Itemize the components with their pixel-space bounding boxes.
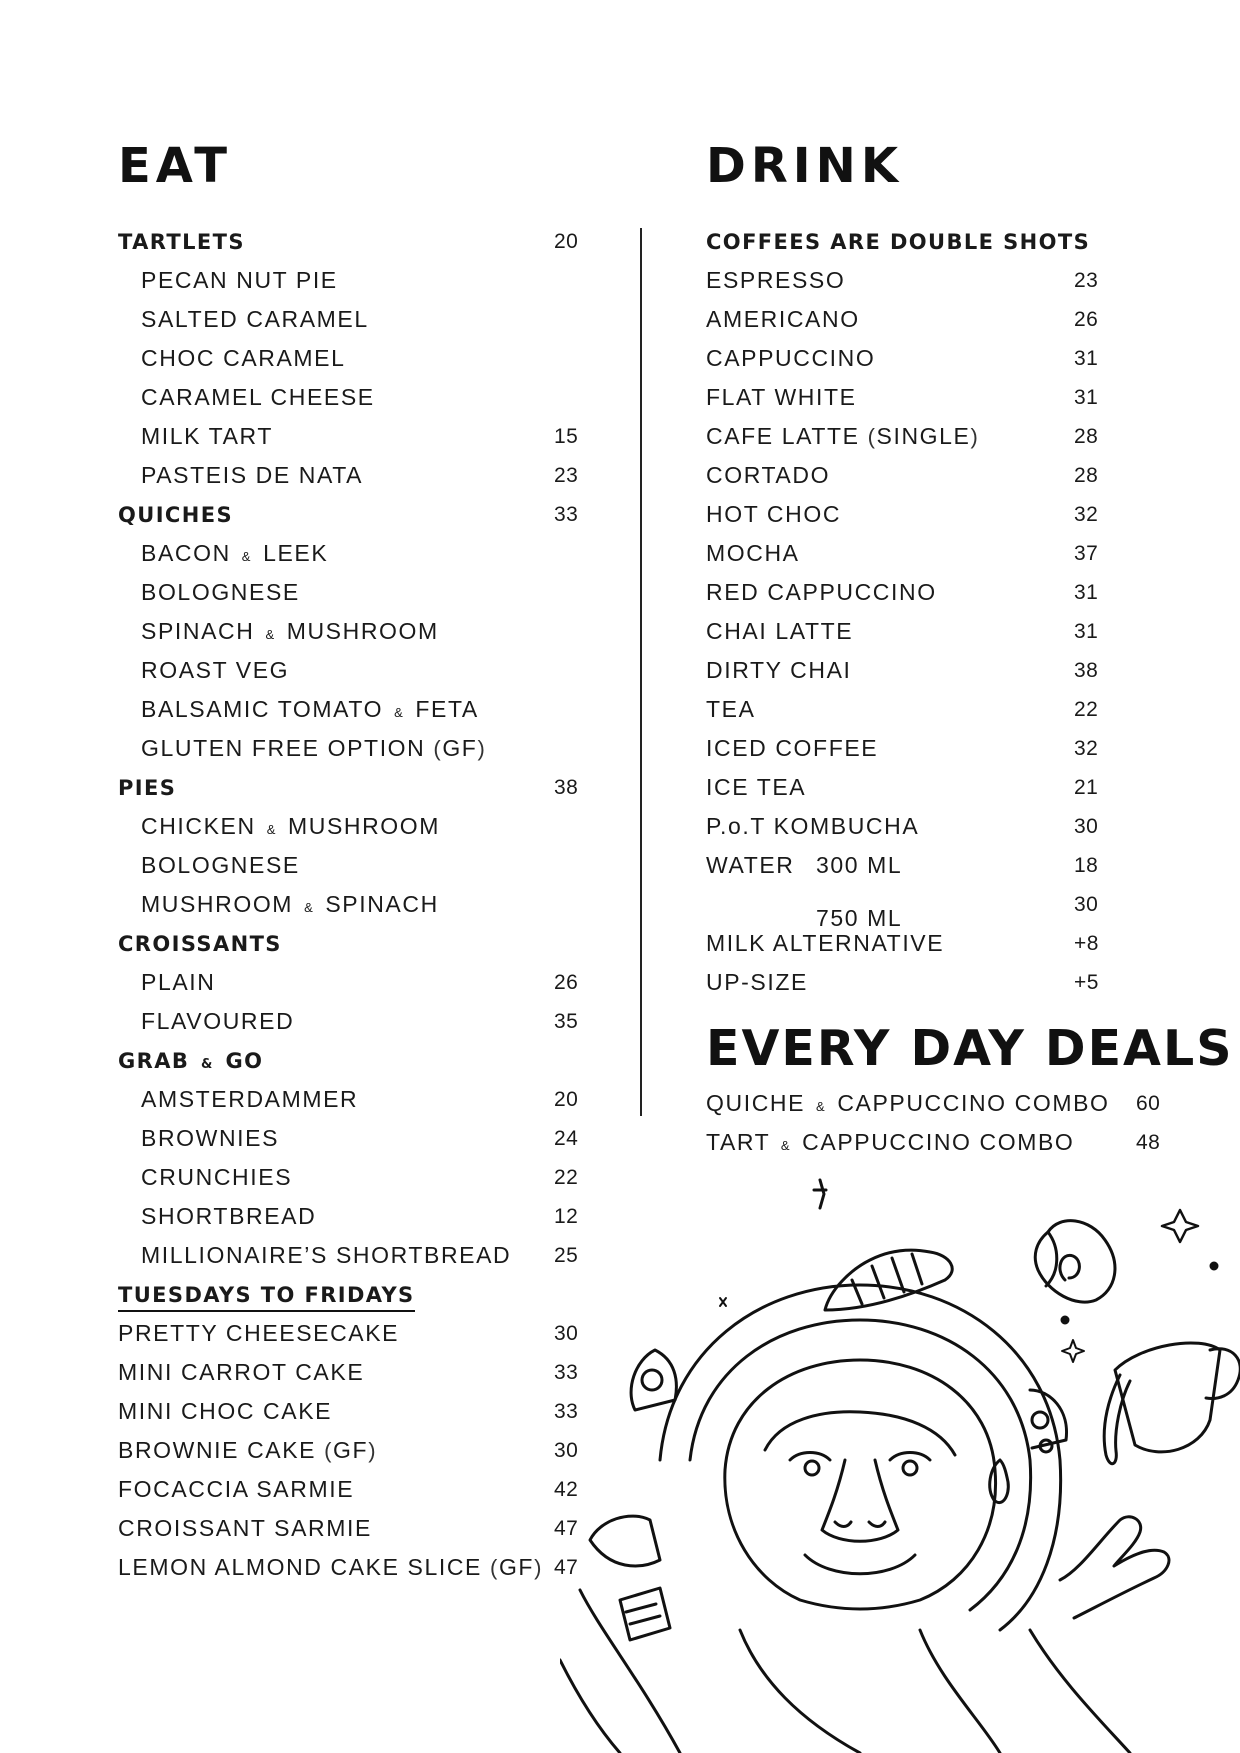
item-name-text: CRUNCHIES: [141, 1164, 293, 1190]
drink-title: DRINK: [706, 138, 904, 194]
menu-row-bolognese: [118, 573, 588, 612]
menu-row-caramel-cheese: [118, 378, 588, 417]
item-name-text: DIRTY CHAI: [706, 657, 852, 683]
item-name-text: BOLOGNESE: [141, 852, 300, 878]
item-name: [118, 776, 554, 800]
item-name: [118, 579, 554, 606]
item-name-text: LEMON ALMOND CAKE SLICE (GF): [118, 1554, 544, 1580]
item-name: [706, 501, 1074, 528]
item-name: [706, 774, 1074, 801]
item-price: 37: [1074, 541, 1099, 565]
item-name-text: QUICHE & CAPPUCCINO COMBO: [706, 1090, 1110, 1116]
item-name-text: ROAST VEG: [141, 657, 290, 683]
item-name: [118, 1515, 554, 1542]
item-price: +5: [1074, 970, 1099, 994]
menu-row-mini-choc-cake: [118, 1392, 588, 1431]
item-name: [706, 540, 1074, 567]
item-name: [118, 618, 554, 645]
item-name: [706, 306, 1074, 333]
menu-row-pies: [118, 768, 588, 807]
menu-row-bolognese: [118, 846, 588, 885]
menu-row-dirty-chai: [706, 651, 1112, 690]
sparkle-icon: [720, 1180, 1217, 1362]
item-name-text: AMSTERDAMMER: [141, 1086, 359, 1112]
menu-row-chicken-mushroom: [118, 807, 588, 846]
item-price: 42: [554, 1477, 579, 1501]
menu-row-iced-coffee: [706, 729, 1112, 768]
item-name-text: FLAT WHITE: [706, 384, 857, 410]
item-price: 15: [554, 424, 579, 448]
menu-row-choc-caramel: [118, 339, 588, 378]
item-price: 23: [554, 463, 579, 487]
menu-row-gluten-free-option-gf: [118, 729, 588, 768]
column-divider: [640, 228, 642, 1116]
item-name-text: PECAN NUT PIE: [141, 267, 338, 293]
item-name-text: MUSHROOM & SPINACH: [141, 891, 439, 917]
item-name: [118, 1008, 554, 1035]
item-price: 60: [1136, 1091, 1161, 1115]
menu-row-flavoured: [118, 1002, 588, 1041]
drink-menu-list: [706, 222, 1112, 1002]
item-name: [706, 230, 1090, 254]
menu-row-coffees-are-double-shots: [706, 222, 1112, 261]
item-name: [118, 891, 554, 918]
item-price: 31: [1074, 385, 1099, 409]
item-name-text: SHORTBREAD: [141, 1203, 317, 1229]
item-name: [118, 267, 554, 294]
item-name-text: MILK TART: [141, 423, 273, 449]
menu-row-milk-alternative: [706, 924, 1112, 963]
menu-row-pecan-nut-pie: [118, 261, 588, 300]
menu-row-cappuccino: [706, 339, 1112, 378]
item-name: [706, 696, 1074, 723]
item-name: [706, 462, 1074, 489]
item-price: 33: [554, 1360, 579, 1384]
item-name: [706, 1090, 1136, 1117]
item-price: 22: [1074, 697, 1099, 721]
item-price: 26: [1074, 307, 1099, 331]
item-name-text: UP-SIZE: [706, 969, 808, 995]
menu-row-tartlets: [118, 222, 588, 261]
item-price: 28: [1074, 424, 1099, 448]
item-name: [706, 930, 1074, 957]
item-name-text: GLUTEN FREE OPTION (GF): [141, 735, 487, 761]
menu-row-plain: [118, 963, 588, 1002]
item-name: [118, 657, 554, 684]
item-name-text: BROWNIES: [141, 1125, 280, 1151]
item-price: 21: [1074, 775, 1099, 799]
item-name-text: PRETTY CHEESECAKE: [118, 1320, 400, 1346]
menu-row-bacon-leek: [118, 534, 588, 573]
item-name-text: MINI CARROT CAKE: [118, 1359, 365, 1385]
item-price: 30: [554, 1321, 579, 1345]
item-name: [118, 1398, 554, 1425]
item-name-text: SALTED CARAMEL: [141, 306, 369, 332]
menu-row-spinach-mushroom: [118, 612, 588, 651]
menu-row-salted-caramel: [118, 300, 588, 339]
item-name: [118, 735, 554, 762]
menu-row-tuesdays-to-fridays: [118, 1275, 588, 1314]
item-name: [118, 1086, 554, 1113]
item-price: 32: [1074, 736, 1099, 760]
item-name-text: BROWNIE CAKE (GF): [118, 1437, 378, 1463]
item-name-text: MINI CHOC CAKE: [118, 1398, 333, 1424]
item-name-text: BALSAMIC TOMATO & FETA: [141, 696, 479, 722]
item-name-text: COFFEES ARE DOUBLE SHOTS: [706, 229, 1091, 254]
item-name: [706, 969, 1074, 996]
menu-row-tart-cappuccino-combo: [706, 1123, 1176, 1162]
menu-row-pretty-cheesecake: [118, 1314, 588, 1353]
item-name: [118, 1049, 554, 1073]
item-name: [706, 267, 1074, 294]
menu-row-roast-veg: [118, 651, 588, 690]
item-name: [118, 852, 554, 879]
item-name: [118, 306, 554, 333]
item-price: 26: [554, 970, 579, 994]
item-name: [118, 969, 554, 996]
item-name: [118, 1242, 554, 1269]
item-name-text: ESPRESSO: [706, 267, 846, 293]
menu-row-water: [706, 846, 1112, 885]
item-name: [118, 1164, 554, 1191]
item-name-text: WATER: [706, 852, 795, 878]
item-price: +8: [1074, 931, 1099, 955]
item-name: [706, 813, 1074, 840]
menu-row-americano: [706, 300, 1112, 339]
item-name-text: PASTEIS DE NATA: [141, 462, 364, 488]
astronaut-chimp-icon: [560, 1285, 1169, 1753]
item-name-text: HOT CHOC: [706, 501, 842, 527]
eat-menu-list: [118, 222, 588, 1587]
item-price: 18: [1074, 853, 1099, 877]
item-price: 24: [554, 1126, 579, 1150]
item-name-text: CAPPUCCINO: [706, 345, 876, 371]
item-name-text: CARAMEL CHEESE: [141, 384, 375, 410]
menu-row-millionaire-s-shortbread: [118, 1236, 588, 1275]
item-price: 31: [1074, 619, 1099, 643]
item-name: [706, 618, 1074, 645]
item-price: 31: [1074, 346, 1099, 370]
item-name-text: PIES: [118, 775, 177, 800]
item-name: [118, 540, 554, 567]
item-name: [706, 384, 1074, 411]
item-price: 12: [554, 1204, 579, 1228]
item-price: 30: [1074, 814, 1099, 838]
item-name: [706, 345, 1074, 372]
menu-row-pasteis-de-nata: [118, 456, 588, 495]
menu-row-croissants: [118, 924, 588, 963]
item-name: [118, 1203, 554, 1230]
item-name-text: CHOC CARAMEL: [141, 345, 346, 371]
eat-title: EAT: [118, 138, 232, 194]
item-price: 32: [1074, 502, 1099, 526]
menu-row-amsterdammer: [118, 1080, 588, 1119]
item-name-text: ICE TEA: [706, 774, 807, 800]
item-name: [118, 1283, 554, 1307]
menu-row-quiche-cappuccino-combo: [706, 1084, 1176, 1123]
item-name: [706, 579, 1074, 606]
item-name: [706, 423, 1074, 450]
item-name: [706, 657, 1074, 684]
item-name: [118, 1554, 554, 1581]
astronaut-chimp-illustration: [560, 1160, 1240, 1753]
menu-row-flat-white: [706, 378, 1112, 417]
item-name-text: P.o.T KOMBUCHA: [706, 813, 920, 839]
item-name-text: SPINACH & MUSHROOM: [141, 618, 439, 644]
item-name-text: AMERICANO: [706, 306, 860, 332]
menu-row-ice-tea: [706, 768, 1112, 807]
item-name-text: FLAVOURED: [141, 1008, 295, 1034]
item-name-text: FOCACCIA SARMIE: [118, 1476, 355, 1502]
item-price: 33: [554, 1399, 579, 1423]
item-price: 25: [554, 1243, 579, 1267]
item-name: [118, 932, 554, 956]
deals-menu-list: [706, 1084, 1176, 1162]
item-name-text: CHICKEN & MUSHROOM: [141, 813, 441, 839]
menu-row-mocha: [706, 534, 1112, 573]
menu-row-balsamic-tomato-feta: [118, 690, 588, 729]
menu-row-espresso: [706, 261, 1112, 300]
item-price: 38: [554, 775, 579, 799]
menu-row-mini-carrot-cake: [118, 1353, 588, 1392]
item-name: [118, 230, 554, 254]
item-price: 20: [554, 229, 579, 253]
menu-row-mushroom-spinach: [118, 885, 588, 924]
deals-title: EVERY DAY DEALS: [706, 1020, 1234, 1077]
item-price: 48: [1136, 1130, 1161, 1154]
menu-row-up-size: [706, 963, 1112, 1002]
item-name: [118, 696, 554, 723]
menu-row-lemon-almond-cake-slice-gf: [118, 1548, 588, 1587]
item-name-text: QUICHES: [118, 502, 233, 527]
item-name: [118, 423, 554, 450]
croissant-icon: [825, 1250, 952, 1310]
item-price: 30: [1074, 892, 1099, 916]
item-name-text: CAFE LATTE (SINGLE): [706, 423, 980, 449]
item-price: 47: [554, 1555, 579, 1579]
item-name: [706, 735, 1074, 762]
menu-row-brownie-cake-gf: [118, 1431, 588, 1470]
item-name: [118, 384, 554, 411]
menu-row-chai-latte: [706, 612, 1112, 651]
menu-row-cafe-latte-single: [706, 417, 1112, 456]
menu-row-grab-go: [118, 1041, 588, 1080]
item-name-text: GRAB & GO: [118, 1048, 264, 1073]
item-name-text: CHAI LATTE: [706, 618, 854, 644]
item-price: 47: [554, 1516, 579, 1540]
item-price: 30: [554, 1438, 579, 1462]
item-name-text: CROISSANTS: [118, 931, 282, 956]
menu-row-focaccia-sarmie: [118, 1470, 588, 1509]
item-price: 28: [1074, 463, 1099, 487]
item-name-text: MILK ALTERNATIVE: [706, 930, 945, 956]
item-name-text: TEA: [706, 696, 756, 722]
item-name: [706, 1129, 1136, 1156]
item-name-text: MILLIONAIRE’S SHORTBREAD: [141, 1242, 512, 1268]
item-price: 20: [554, 1087, 579, 1111]
item-size: 750 ML: [816, 904, 903, 931]
item-name: [118, 1437, 554, 1464]
menu-row-750-ml: [706, 885, 1112, 931]
item-name-text: RED CAPPUCCINO: [706, 579, 937, 605]
item-name: [118, 503, 554, 527]
cake-roll-icon: [1035, 1221, 1115, 1302]
menu-row-brownies: [118, 1119, 588, 1158]
item-name-text: BOLOGNESE: [141, 579, 300, 605]
menu-row-shortbread: [118, 1197, 588, 1236]
item-price: 38: [1074, 658, 1099, 682]
menu-row-quiches: [118, 495, 588, 534]
item-price: 23: [1074, 268, 1099, 292]
item-name-text: CROISSANT SARMIE: [118, 1515, 372, 1541]
item-name: [118, 1359, 554, 1386]
item-name: [118, 1320, 554, 1347]
item-name: [118, 462, 554, 489]
item-name-text: TUESDAYS TO FRIDAYS: [118, 1283, 415, 1312]
item-name-text: TARTLETS: [118, 229, 245, 254]
menu-row-cortado: [706, 456, 1112, 495]
item-name: [118, 1125, 554, 1152]
menu-row-milk-tart: [118, 417, 588, 456]
item-name: [118, 1476, 554, 1503]
item-name: [118, 813, 554, 840]
item-name-text: TART & CAPPUCCINO COMBO: [706, 1129, 1075, 1155]
item-price: 35: [554, 1009, 579, 1033]
item-name-text: MOCHA: [706, 540, 800, 566]
item-name-text: PLAIN: [141, 969, 216, 995]
menu-row-p-o-t-kombucha: [706, 807, 1112, 846]
menu-row-red-cappuccino: [706, 573, 1112, 612]
menu-row-crunchies: [118, 1158, 588, 1197]
item-name: [706, 852, 1074, 879]
menu-row-croissant-sarmie: [118, 1509, 588, 1548]
item-name: [118, 345, 554, 372]
menu-row-tea: [706, 690, 1112, 729]
item-price: 31: [1074, 580, 1099, 604]
menu-row-hot-choc: [706, 495, 1112, 534]
item-price: 22: [554, 1165, 579, 1189]
item-price: 33: [554, 502, 579, 526]
item-name-text: ICED COFFEE: [706, 735, 879, 761]
item-name-text: BACON & LEEK: [141, 540, 329, 566]
item-size: 300 ML: [816, 852, 903, 878]
item-name-text: CORTADO: [706, 462, 831, 488]
